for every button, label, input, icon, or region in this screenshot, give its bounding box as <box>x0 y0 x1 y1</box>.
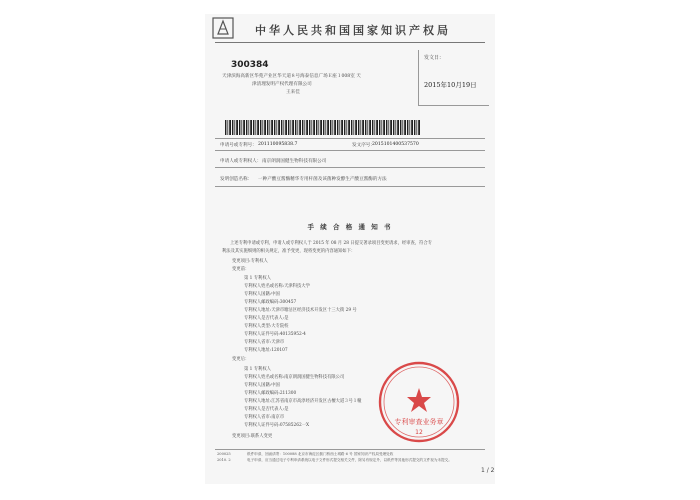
before-line: 专利权人邮政编码:300457 <box>244 300 297 305</box>
footer-line-2: 电子申请，应当通过电子专利申请系统以电子文件形式提交相关文件，除另有规定外，以纸件等其他形式提交的文件视为未提交。 <box>247 458 452 462</box>
invention-label: 发明创造名称： <box>220 177 253 182</box>
para1-line-1: 上述专利申请或专利，申请人或专利权人于 2015 年 08 月 28 日提交著录项目变更请求，经审查，符合专 <box>230 241 432 246</box>
rule-2 <box>215 150 485 151</box>
after-label: 变更后： <box>232 357 250 362</box>
seal-number: 12 <box>415 429 423 436</box>
after-line: 专利权人国籍:中国 <box>244 383 280 388</box>
form-date: 2010. 2 <box>217 458 231 462</box>
after-line: 专利权人是否代表人:是 <box>244 407 289 412</box>
agency-name: 中华人民共和国国家知识产权局 <box>255 24 451 37</box>
address-line-2: 津清理发明产权代理有限公司 <box>252 82 312 87</box>
para1-line-2: 利法及其实施细则的相关规定，准予变更，现将变更的内容通知如下： <box>222 249 356 254</box>
change-contact-label: 变更项目:联系人变更 <box>232 434 273 439</box>
after-line: 专利权人邮政编码:211300 <box>244 391 297 396</box>
barcode-icon <box>225 120 420 135</box>
official-seal-icon <box>377 360 461 444</box>
after-line: 专利权人省市:南京市 <box>244 415 285 420</box>
before-line: 专利权人证件号码:40135952-4 <box>244 332 306 337</box>
invention-title: 一种产酸豆酱酶精华专用杆菌及该菌种发酵生产酸豆酱酶的方法 <box>258 177 387 182</box>
issue-date-label: 发文日： <box>424 55 445 61</box>
change-item-label: 变更项目:专利权人 <box>232 259 268 264</box>
before-line: 专利权人国籍:中国 <box>244 292 280 297</box>
address-line-3: 王来佳 <box>286 90 300 95</box>
before-line: 专利权人姓名或名称:天津科技大学 <box>244 284 310 289</box>
after-line: 专利权人姓名或名称:南京朗润国健生物科技有限公司 <box>244 375 345 380</box>
document-title: 手 续 合 格 通 知 书 <box>307 223 393 231</box>
before-line: 专利权人是否代表人:是 <box>244 316 289 321</box>
before-line: 专利权人地址:120107 <box>244 348 288 353</box>
address-line-1: 天津滨海高新区华苑产业区华天道８号海泰信息广场Ｅ座１008室 天 <box>222 74 361 79</box>
mail-number: 300384 <box>231 60 269 70</box>
before-line: 专利权人类型:大专院校 <box>244 324 289 329</box>
before-label: 变更前： <box>232 267 250 272</box>
doc-no-label: 发文序号： <box>352 143 375 148</box>
issue-date: 2015年10月19日 <box>424 81 477 89</box>
footer-rule <box>215 449 485 450</box>
after-line: 专利权人地址:江苏省南京市高淳经济开发区古檀大道３号１幢 <box>244 399 362 404</box>
seal-text: 专利审查业务章 <box>394 418 444 426</box>
cnipa-logo-icon <box>212 17 234 39</box>
rule-4 <box>215 186 485 187</box>
form-code: 200025 <box>217 452 231 456</box>
before-line: 第 1 专利权人 <box>244 276 271 281</box>
before-line: 专利权人省市:天津市 <box>244 340 285 345</box>
header-rule <box>215 42 485 43</box>
applicant: 南京朗润国健生物科技有限公司 <box>262 159 327 164</box>
app-no: 201110095838.7 <box>258 142 298 147</box>
app-no-label: 申请号或专利号： <box>220 143 257 148</box>
rule-1 <box>215 138 485 139</box>
applicant-label: 申请人或专利权人： <box>220 159 262 164</box>
rule-3 <box>215 167 485 168</box>
before-line: 专利权人地址:天津市塘沽区经济技术开发区十三大街 29 号 <box>244 308 357 313</box>
after-line: 第 1 专利权人 <box>244 367 271 372</box>
footer-line-1: 纸件申请，回函请寄：100088 北京市海淀区蓟门桥西土城路 6 号 国家知识产权局受理处收 <box>247 452 394 456</box>
page-number: 1 / 2 <box>481 467 495 474</box>
after-line: 专利权人证件号码:07585262一X <box>244 423 310 428</box>
doc-no: 2015101400537570 <box>372 142 419 147</box>
